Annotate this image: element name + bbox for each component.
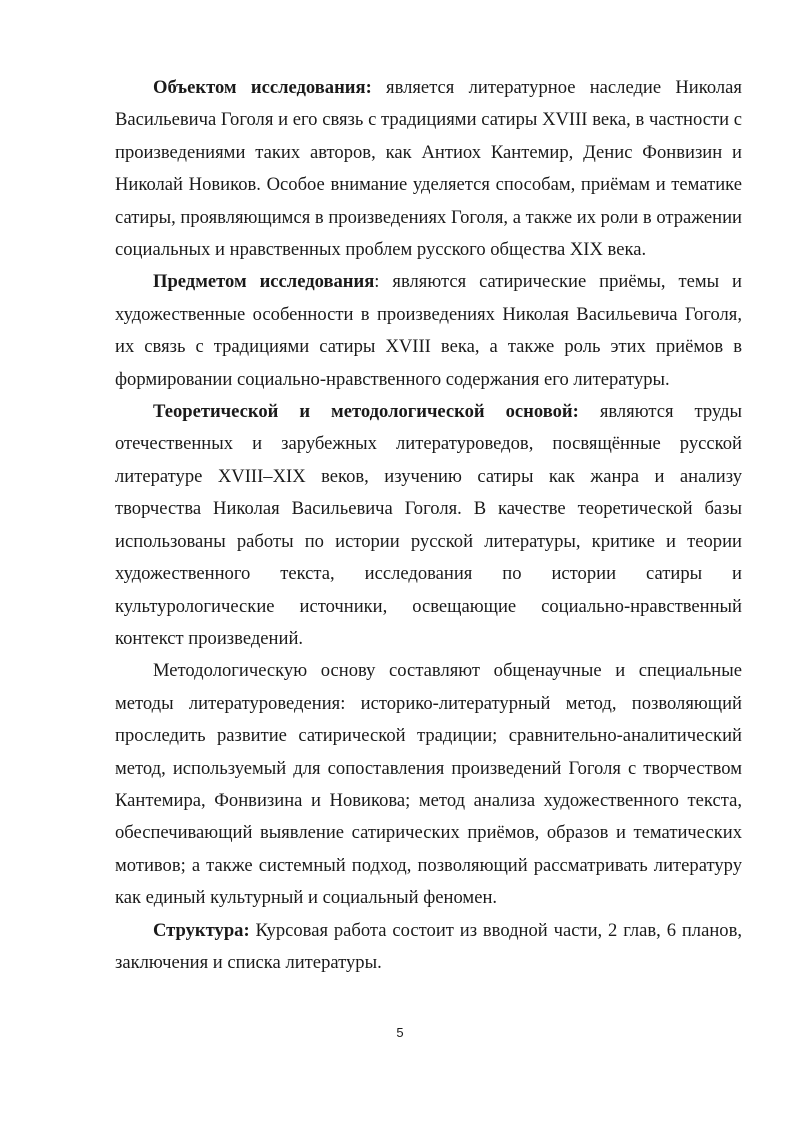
paragraph-theoretical-basis bbox=[115, 396, 742, 655]
paragraph-lead: Объектом исследования: bbox=[153, 77, 372, 98]
paragraph-lead: Предметом исследования bbox=[153, 271, 375, 293]
paragraph-structure bbox=[115, 915, 742, 980]
page-number: 5 bbox=[396, 1025, 404, 1040]
paragraph-subject-of-research bbox=[115, 266, 742, 396]
paragraph-text: являются труды отечественных и зарубежных литературоведов, посвящённые русской литературе XVIII–XIX веков, изучению сатиры как жанра и анализу творчества Николая Васильевича Гоголя. В качестве теоретической базы использованы работы по истории русской литературы, критике и теории художественного текста, исследования по истории сатиры и культурологические источники, освещающие социально-нравственный контекст произведений. bbox=[115, 401, 742, 649]
paragraph-lead: Теоретической и методологической основой: bbox=[153, 401, 579, 423]
document-body bbox=[115, 72, 742, 979]
paragraph-methodology bbox=[115, 655, 742, 914]
paragraph-text: является литературное наследие Николая Васильевича Гоголя и его связь с традициями сатиры XVIII века, в частности с произведениями таких авторов, как Антиох Кантемир, Денис Фонвизин и Николай Новиков. Особое внимание уделяется способам, приёмам и тематике сатиры, проявляющимся в произведениях Гоголя, а также их роли в отражении социальных и нравственных проблем русского общества XIX века. bbox=[115, 77, 742, 261]
paragraph-text: : являются сатирические приёмы, темы и художественные особенности в произведениях Николая Васильевича Гоголя, их связь с традициями сатиры XVIII века, а также роль этих приёмов в формировании социально-нравственного содержания его литературы. bbox=[115, 271, 742, 390]
paragraph-text: Курсовая работа состоит из вводной части, 2 глав, 6 планов, заключения и списка литературы. bbox=[115, 919, 742, 973]
paragraph-object-of-research bbox=[115, 72, 742, 266]
paragraph-lead: Структура: bbox=[153, 919, 250, 941]
paragraph-text: Методологическую основу составляют общенаучные и специальные методы литературоведения: историко-литературный метод, позволяющий проследить развитие сатирической традиции; сравнительно-аналитический метод, используемый для сопоставления произведений Гоголя с творчеством Кантемира, Фонвизина и Новикова; метод анализа художественного текста, обеспечивающий выявление сатирических приёмов, образов и тематических мотивов; а также системный подход, позволяющий рассматривать литературу как единый культурный и социальный феномен. bbox=[115, 660, 742, 909]
